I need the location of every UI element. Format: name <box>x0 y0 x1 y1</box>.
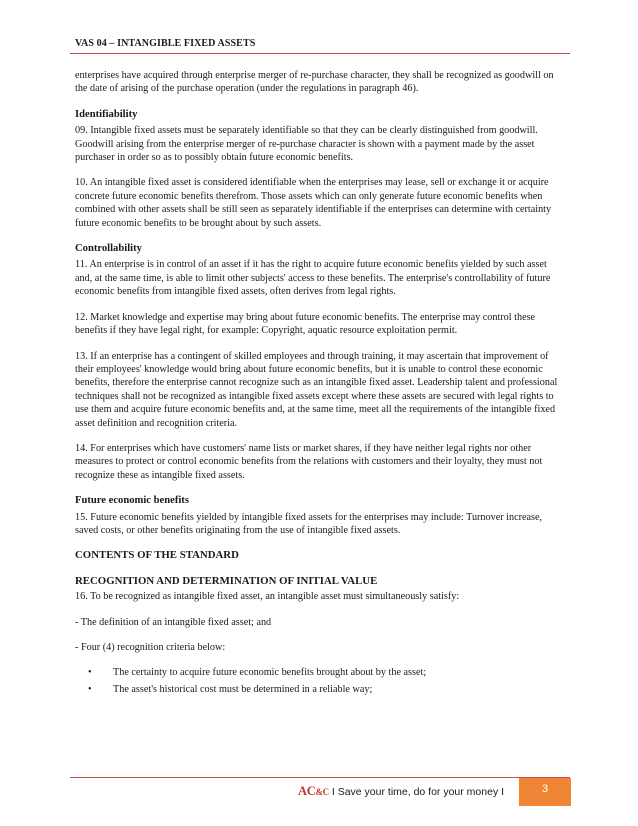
paragraph-15: 15. Future economic benefits yielded by intangible fixed assets for the enterprises may include: Turnover increase, saved costs, or other benefits originating from the use of intangible fixed assets. <box>75 511 543 536</box>
list-item <box>75 683 565 696</box>
future-benefits-heading: Future economic benefits <box>75 495 189 507</box>
four-criteria-line: - Four (4) recognition criteria below: <box>75 642 226 653</box>
footer-tagline-group <box>298 784 504 799</box>
page-number: 3 <box>519 778 571 806</box>
contents-heading: CONTENTS OF THE STANDARD <box>75 549 239 562</box>
paragraph-16: 16. To be recognized as intangible fixed asset, an intangible asset must simultaneously satisfy: <box>75 591 460 603</box>
list-item-text: The certainty to acquire future economic benefits brought about by the asset; <box>113 667 427 679</box>
paragraph-12: 12. Market knowledge and expertise may bring about future economic benefits. The enterprise may control these benefits if they have legal right, for example: Copyright, aquatic resource exploitation permit. <box>75 311 536 337</box>
identifiability-heading: Identifiability <box>75 108 138 120</box>
list-item <box>75 666 565 679</box>
paragraph-14: 14. For enterprises which have customers' name lists or market shares, if they have neither legal rights nor other measures to protect or control economic benefits from the relations with customers and their loyalty, they must not recognize these as intangible fixed assets. <box>75 442 543 481</box>
paragraph-13: 13. If an enterprise has a contingent of skilled employees and through training, it may ascertain that improvement of their employees' knowledge would bring about future economic benefits, but it is unable to control these economic benefits, therefore the enterprise cannot recognize such as an intangible fixed asset. Leadership talent and professional techniques shall not be recognized as intangible fixed assets except where these assets are secured with legal rights to use them and acquire future economic benefits and, at the same time, meet all the requirements of the intangible fixed asset definition and recognition criteria. <box>75 350 558 429</box>
paragraph-09: 09. Intangible fixed assets must be separately identifiable so that they can be clearly distinguished from goodwill. Goodwill arising from the enterprise merger of re-purchase character is shown with a payment made by the asset purchaser in order so as to possibly obtain future economic benefits. <box>75 125 538 164</box>
header-rule <box>70 53 570 54</box>
document-body <box>75 69 565 699</box>
list-item-text: The asset's historical cost must be determined in a reliable way; <box>113 683 373 695</box>
paragraph-10: 10. An intangible fixed asset is considered identifiable when the enterprises may lease, sell or exchange it or acquire concrete future economic benefits therefrom. Those assets which can only generate future economic benefits when combined with other assets shall be still seen as separately identifiable if the enterprises can determine with certainty future economic benefits to be brought about by such assets. <box>75 177 552 229</box>
company-logo <box>298 784 329 799</box>
footer-rule <box>70 777 570 778</box>
page-header-title: VAS 04 – INTANGIBLE FIXED ASSETS <box>75 38 256 49</box>
paragraph-11: 11. An enterprise is in control of an asset if it has the right to acquire future economic benefits yielded by such asset and, at the same time, is able to limit other subjects' access to these benefits. The enterprise's controllability of future economic benefits from intangible fixed assets, often derives from legal rights. <box>75 259 551 298</box>
intro-paragraph: enterprises have acquired through enterprise merger of re-purchase character, they shall be recognized as goodwill on the date of arising of the purchase operation (under the regulations in paragraph 46). <box>75 70 554 95</box>
criteria-list <box>75 666 565 696</box>
recognition-heading: RECOGNITION AND DETERMINATION OF INITIAL VALUE <box>75 574 378 587</box>
definition-line: - The definition of an intangible fixed asset; and <box>75 616 272 628</box>
bullet-icon: • <box>88 683 92 695</box>
controllability-heading: Controllability <box>75 243 142 255</box>
bullet-icon: • <box>88 667 92 679</box>
logo-main: AC <box>298 784 316 798</box>
logo-small: &C <box>315 787 329 797</box>
footer-tagline: I Save your time, do for your money I <box>331 785 505 798</box>
